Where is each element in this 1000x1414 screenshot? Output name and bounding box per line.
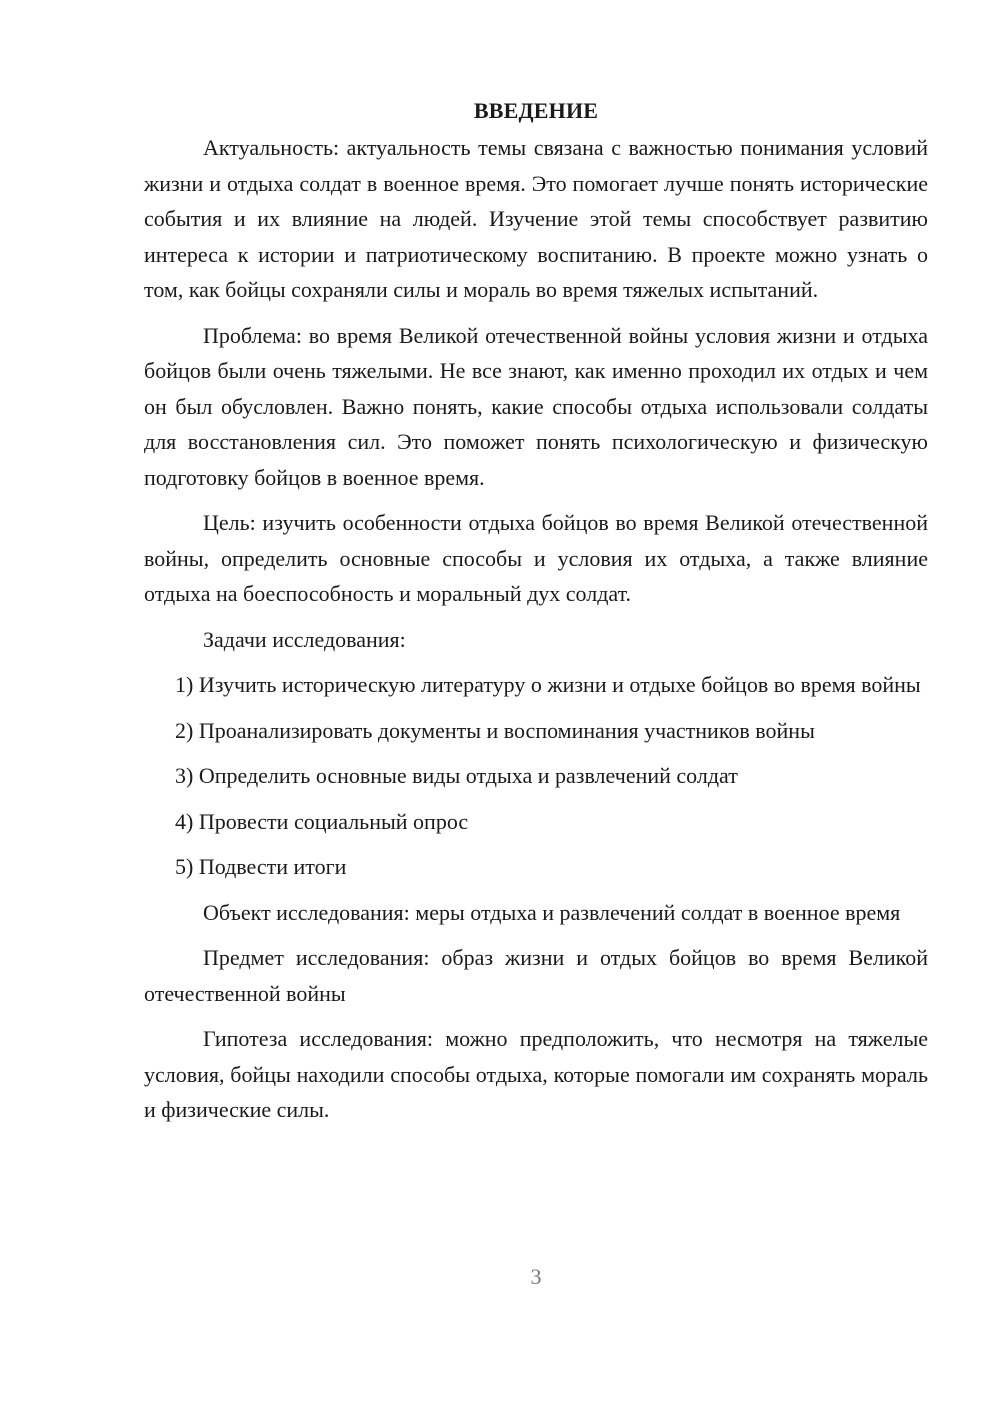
subject-paragraph: Предмет исследования: образ жизни и отдых бойцов во время Великой отечественной войны	[144, 945, 928, 1006]
task-item-1: 1) Изучить историческую литературу о жизни и отдыхе бойцов во время войны	[175, 672, 921, 697]
page-number: 3	[530, 1264, 542, 1289]
problem-paragraph: Проблема: во время Великой отечественной войны условия жизни и отдыха бойцов были очень тяжелыми. Не все знают, как именно проходил их отдых и чем он был обусловлен. Важно понять, какие способы отдыха использовали солдаты для восстановления сил. Это поможет понять психологическую и физическую подготовку бойцов в военное время.	[144, 322, 928, 490]
goal-paragraph: Цель: изучить особенности отдыха бойцов во время Великой отечественной войны, определить основные способы и условия их отдыха, а также влияние отдыха на боеспособность и моральный дух солдат.	[144, 510, 928, 606]
task-item-2: 2) Проанализировать документы и воспоминания участников войны	[175, 717, 815, 743]
object-paragraph: Объект исследования: меры отдыха и развлечений солдат в военное время	[203, 899, 901, 925]
hypothesis-paragraph: Гипотеза исследования: можно предположить, что несмотря на тяжелые условия, бойцы находили способы отдыха, которые помогали им сохранять мораль и физические силы.	[144, 1026, 928, 1122]
task-item-5: 5) Подвести итоги	[175, 854, 347, 879]
task-item-4: 4) Провести социальный опрос	[175, 808, 469, 834]
relevance-paragraph: Актуальность: актуальность темы связана с важностью понимания условий жизни и отдыха солдат в военное время. Это помогает лучше понять исторические события и их влияние на людей. Изучение этой темы способствует развитию интереса к истории и патриотическому воспитанию. В проекте можно узнать о том, как бойцы сохраняли силы и мораль во время тяжелых испытаний.	[144, 135, 928, 302]
tasks-heading: Задачи исследования:	[203, 626, 406, 652]
tasks-list	[144, 667, 928, 885]
page-title: ВВЕДЕНИЕ	[473, 98, 599, 123]
task-item-3: 3) Определить основные виды отдыха и развлечений солдат	[175, 763, 738, 788]
document-page	[144, 92, 928, 1138]
